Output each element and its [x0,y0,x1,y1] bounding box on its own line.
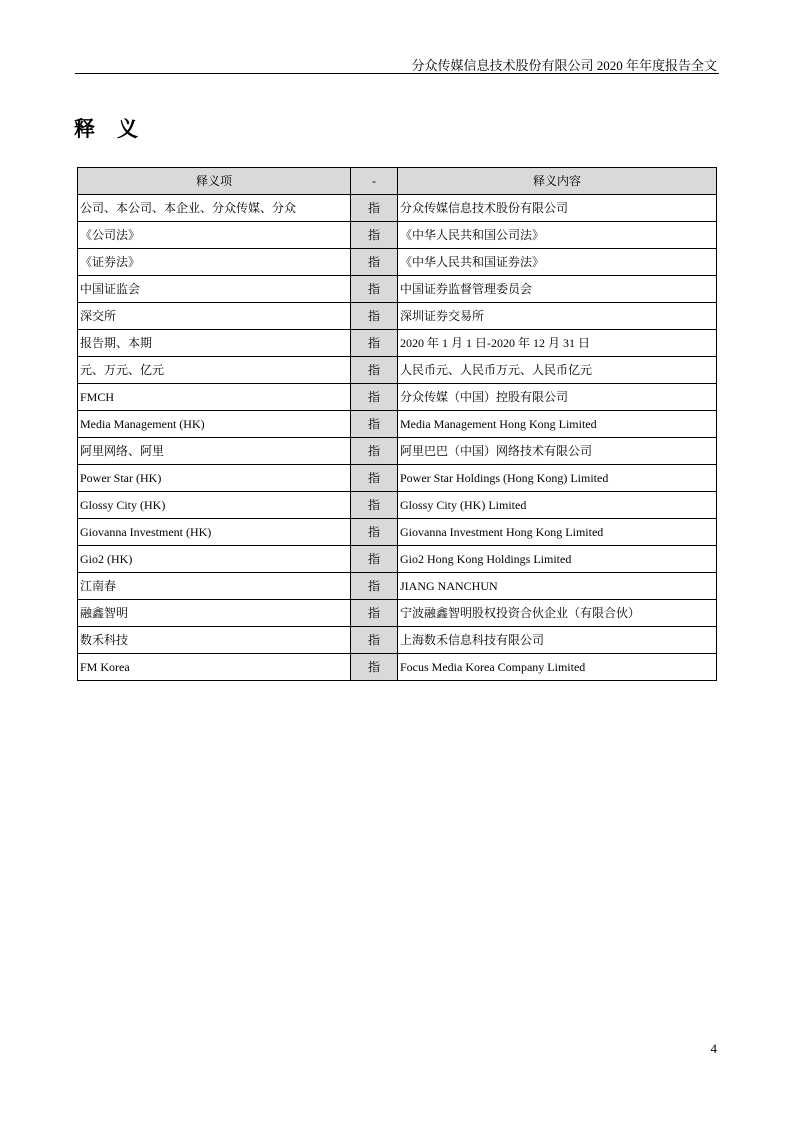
separator-cell: 指 [351,249,398,276]
definition-cell: 阿里巴巴（中国）网络技术有限公司 [398,438,717,465]
term-cell: 公司、本公司、本企业、分众传媒、分众 [78,195,351,222]
table-row [78,492,717,519]
table-row [78,627,717,654]
term-cell: 阿里网络、阿里 [78,438,351,465]
definitions-table [77,167,717,681]
table-row [78,600,717,627]
table-row [78,303,717,330]
table-row [78,465,717,492]
term-cell: Media Management (HK) [78,411,351,438]
table-row [78,276,717,303]
separator-cell: 指 [351,276,398,303]
separator-cell: 指 [351,222,398,249]
term-cell: Glossy City (HK) [78,492,351,519]
term-cell: 江南春 [78,573,351,600]
definition-cell: 分众传媒信息技术股份有限公司 [398,195,717,222]
separator-cell: 指 [351,492,398,519]
separator-cell: 指 [351,519,398,546]
table-row [78,384,717,411]
definition-cell: 分众传媒（中国）控股有限公司 [398,384,717,411]
term-cell: 报告期、本期 [78,330,351,357]
definition-cell: 上海数禾信息科技有限公司 [398,627,717,654]
table-row [78,438,717,465]
term-cell: 《证券法》 [78,249,351,276]
definition-cell: Glossy City (HK) Limited [398,492,717,519]
definition-cell: Gio2 Hong Kong Holdings Limited [398,546,717,573]
term-cell: 数禾科技 [78,627,351,654]
table-row [78,222,717,249]
table-row [78,546,717,573]
separator-cell: 指 [351,438,398,465]
separator-cell: 指 [351,600,398,627]
section-title: 释义 [74,117,160,141]
table-header-row [78,168,717,195]
term-cell: Power Star (HK) [78,465,351,492]
separator-cell: 指 [351,573,398,600]
header-rule [75,73,719,74]
header-definition: 释义内容 [398,168,717,195]
definition-cell: 《中华人民共和国证券法》 [398,249,717,276]
term-cell: 元、万元、亿元 [78,357,351,384]
separator-cell: 指 [351,195,398,222]
separator-cell: 指 [351,357,398,384]
definition-cell: 2020 年 1 月 1 日-2020 年 12 月 31 日 [398,330,717,357]
term-cell: Giovanna Investment (HK) [78,519,351,546]
table-row [78,573,717,600]
header-title: 分众传媒信息技术股份有限公司 2020 年年度报告全文 [411,58,717,73]
term-cell: 融鑫智明 [78,600,351,627]
definition-cell: 深圳证券交易所 [398,303,717,330]
table-row [78,357,717,384]
header-term: 释义项 [78,168,351,195]
separator-cell: 指 [351,654,398,681]
table-row [78,654,717,681]
table-row [78,249,717,276]
separator-cell: 指 [351,384,398,411]
separator-cell: 指 [351,546,398,573]
definition-cell: 《中华人民共和国公司法》 [398,222,717,249]
definition-cell: 宁波融鑫智明股权投资合伙企业（有限合伙） [398,600,717,627]
separator-cell: 指 [351,465,398,492]
term-cell: 中国证监会 [78,276,351,303]
table-row [78,195,717,222]
definition-cell: Focus Media Korea Company Limited [398,654,717,681]
term-cell: FM Korea [78,654,351,681]
definition-cell: 人民币元、人民币万元、人民币亿元 [398,357,717,384]
term-cell: Gio2 (HK) [78,546,351,573]
definition-cell: 中国证券监督管理委员会 [398,276,717,303]
table-row [78,330,717,357]
term-cell: 《公司法》 [78,222,351,249]
separator-cell: 指 [351,411,398,438]
separator-cell: 指 [351,627,398,654]
separator-cell: 指 [351,303,398,330]
definition-cell: Power Star Holdings (Hong Kong) Limited [398,465,717,492]
definition-cell: Giovanna Investment Hong Kong Limited [398,519,717,546]
table-row [78,519,717,546]
page-number: 4 [710,1041,717,1056]
separator-cell: 指 [351,330,398,357]
definition-cell: JIANG NANCHUN [398,573,717,600]
term-cell: FMCH [78,384,351,411]
table-row [78,411,717,438]
term-cell: 深交所 [78,303,351,330]
header-separator: - [351,168,398,195]
definition-cell: Media Management Hong Kong Limited [398,411,717,438]
